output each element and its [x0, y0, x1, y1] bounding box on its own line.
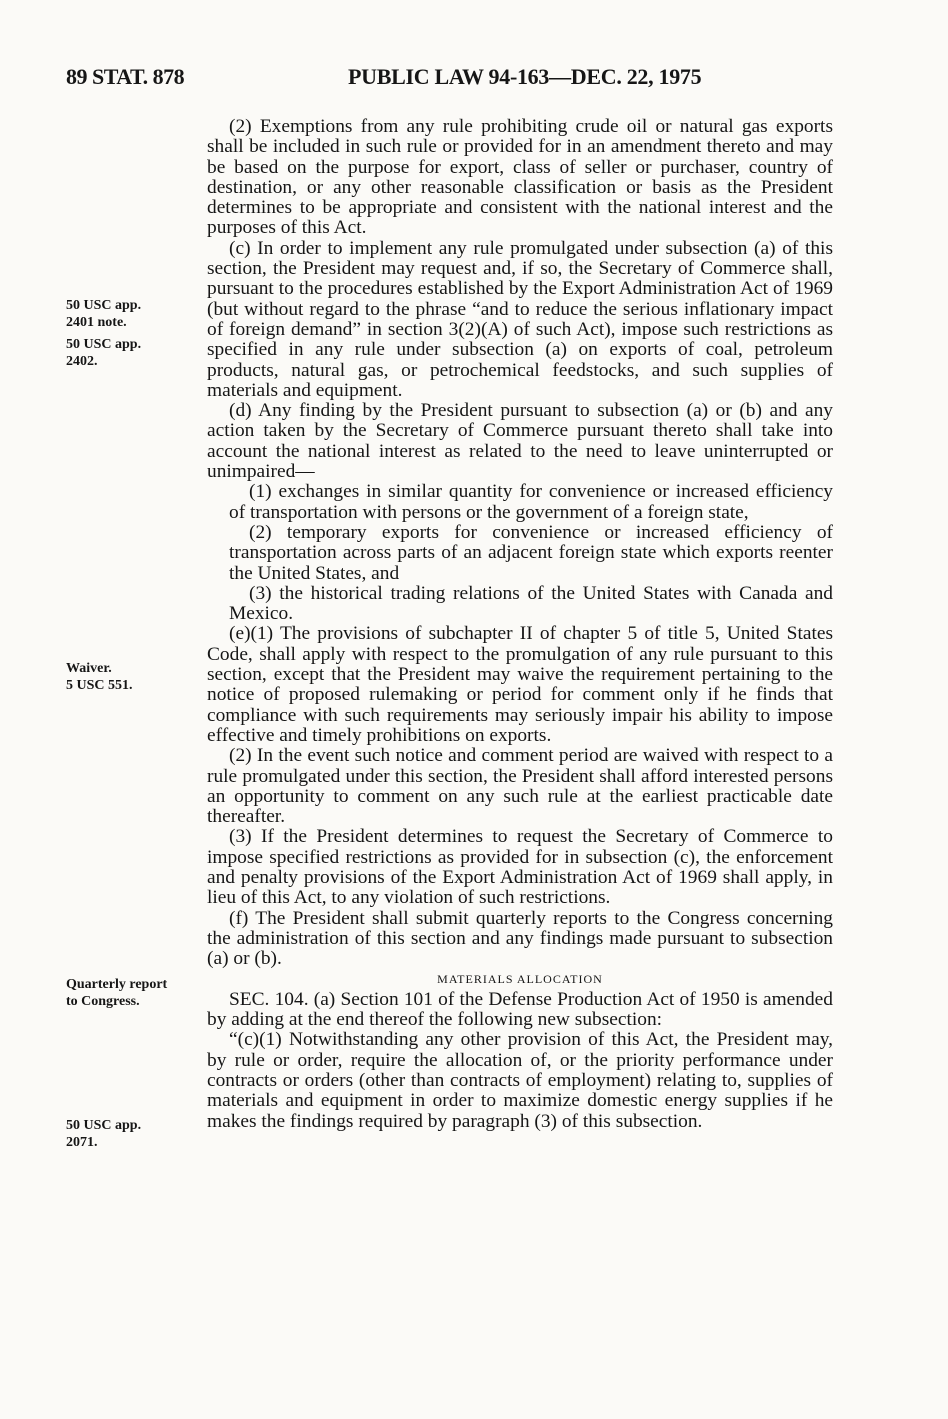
sec104-c1: “(c)(1) Notwithstanding any other provision of this Act, the President may, by rule or order, require the allocation of, or the priority performance under contracts or orders (other than contracts of employment) relating to, supplies of materials and equipment in order to maximize domestic energy supplies if he makes the findings required by paragraph (3) of this subsection. [207, 1029, 833, 1132]
margin-note-usc-2402: 50 USC app. 2402. [66, 337, 142, 369]
paragraph-d3: (3) the historical trading relations of the United States with Canada and Mexico. [229, 582, 833, 625]
paragraph-f: (f) The President shall submit quarterly reports to the Congress concerning the administration of this section and any findings made pursuant to subsection (a) or (b). [207, 907, 833, 970]
paragraph-e3: (3) If the President determines to request the Secretary of Commerce to impose specified restrictions as provided for in subsection (c), the enforcement and penalty provisions of the Export Administration Act of 1969 shall apply, in lieu of this Act, to any violation of such restrictions. [207, 826, 833, 909]
running-title: PUBLIC LAW 94-163—DEC. 22, 1975 [348, 64, 702, 89]
paragraph-d: (d) Any finding by the President pursuant to subsection (a) or (b) and any action taken by the Secretary of Commerce pursuant thereto shall take into account the national interest as related to the need to leave uninterrupted or unimpaired— [207, 400, 833, 483]
bleed-through-mark [150, 118, 153, 130]
margin-note-quarterly-report: Quarterly report to Congress. [66, 977, 168, 1009]
paragraph-e2: (2) In the event such notice and comment period are waived with respect to a rule promulgated under this section, the President shall afford interested persons an opportunity to comment on any such rule at the earliest practicable date thereafter. [207, 745, 833, 828]
statute-body [207, 117, 833, 1132]
margin-note-waiver: Waiver. 5 USC 551. [66, 661, 133, 693]
margin-note-usc-2071: 50 USC app. 2071. [66, 1118, 142, 1150]
section-heading: MATERIALS ALLOCATION [437, 972, 603, 987]
paragraph-c: (c) In order to implement any rule promulgated under subsection (a) of this section, the President may request and, if so, the Secretary of Commerce shall, pursuant to the procedures established by the Export Administration Act of 1969 (but without regard to the phrase “and to reduce the serious inflationary impact of foreign demand” in section 3(2)(A) of such Act), impose such restrictions as specified in any rule under subsection (a) on exports of coal, petroleum products, natural gas, or petrochemical feedstocks, and such supplies of materials and equipment. [207, 237, 833, 401]
paragraph-b2: (2) Exemptions from any rule prohibiting crude oil or natural gas exports shall be included in such rule or provided for in an amendment thereto and may be based on the purpose for export, class of seller or purchaser, country of destination, or any other reasonable classification or basis as the President determines to be appropriate and consistent with the national interest and the purposes of this Act. [207, 116, 833, 239]
paragraph-d1: (1) exchanges in similar quantity for convenience or increased efficiency of transportation with persons or the government of a foreign state, [229, 481, 833, 523]
margin-note-usc-2401: 50 USC app. 2401 note. [66, 298, 142, 330]
paragraph-d2: (2) temporary exports for convenience or increased efficiency of transportation across parts of an adjacent foreign state which exports reenter the United States, and [229, 521, 833, 584]
paragraph-e1: (e)(1) The provisions of subchapter II of chapter 5 of title 5, United States Code, shall apply with respect to the promulgation of any rule pursuant to this section, except that the President may waive the requirement pertaining to the notice of proposed rulemaking or period for comment only if he finds that compliance with such requirements may seriously impair his ability to impose effective and timely prohibitions on exports. [207, 623, 833, 746]
stat-page-number: 89 STAT. 878 [66, 64, 185, 89]
sec104-intro: SEC. 104. (a) Section 101 of the Defense Production Act of 1950 is amended by adding at the end thereof the following new subsection: [207, 988, 833, 1031]
